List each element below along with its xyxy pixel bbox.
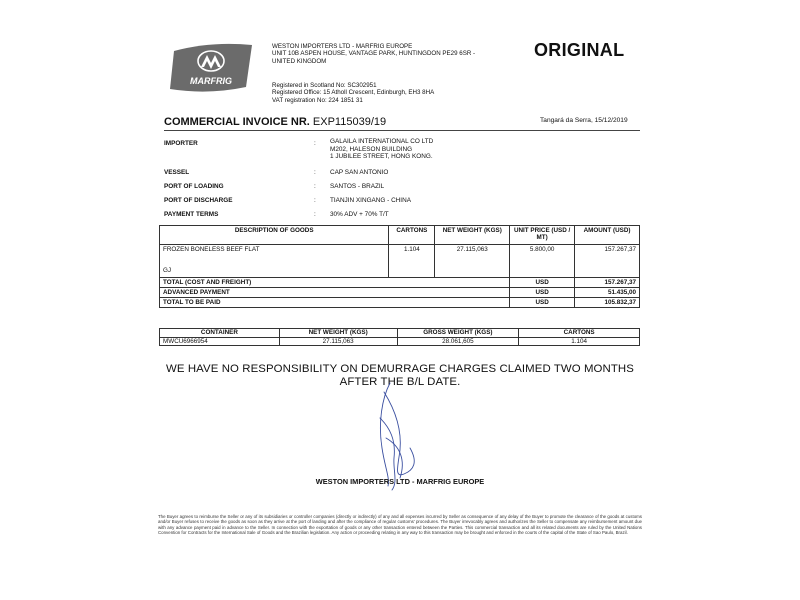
invoice-place-date: Tangará da Serra, 15/12/2019 [540,117,628,124]
total-row [160,278,640,288]
table-row [160,245,640,278]
advanced-payment-row [160,288,640,298]
port-of-discharge-value: TIANJIN XINGANG - CHINA [330,197,411,204]
item-description-cell [160,245,389,278]
header-cartons: CARTONS [519,329,640,338]
handwritten-signature [360,378,430,493]
total-currency: USD [510,278,575,288]
demurrage-notice: WE HAVE NO RESPONSIBILITY ON DEMURRAGE CHARGES CLAIMED TWO MONTHS AFTER THE B/L DATE. [166,363,634,388]
header-gross-weight: GROSS WEIGHT (KGS) [397,329,519,338]
registration-line: Registered Office: 15 Atholl Crescent, Edinburgh, EH3 8HA [272,89,435,97]
advanced-payment-amount: 51.435,00 [575,288,640,298]
port-of-loading-label: PORT OF LOADING [164,183,224,190]
total-amount: 157.267,37 [575,278,640,288]
container-table [159,328,640,346]
header-description: DESCRIPTION OF GOODS [160,226,389,245]
item-sub: GJ [163,267,172,274]
colon: : [314,197,316,204]
total-to-be-paid-label: TOTAL TO BE PAID [160,298,510,308]
colon: : [314,140,316,147]
payment-terms-value: 30% ADV + 70% T/T [330,211,389,218]
advanced-payment-currency: USD [510,288,575,298]
header-amount: AMOUNT (USD) [575,226,640,245]
svg-text:MARFRIG: MARFRIG [190,76,232,86]
colon: : [314,169,316,176]
payment-terms-label: PAYMENT TERMS [164,211,219,218]
invoice-title [164,116,386,128]
header-container: CONTAINER [160,329,280,338]
importer-line: 1 JUBILEE STREET, HONG KONG. [330,153,433,161]
marfrig-logo [166,41,256,95]
importer-label: IMPORTER [164,140,198,147]
vessel-label: VESSEL [164,169,190,176]
container-id: MWCU6966954 [160,337,280,346]
company-address-line: UNIT 10B ASPEN HOUSE, VANTAGE PARK, HUNTINGDON PE29 6SR - [272,50,476,58]
legal-footer: The Buyer agrees to reimburse the Seller or any of its subsidiaries or controller companies (directly or indirectly) of any and all expenses incurred by Seller as consequence of any delay of the Buyer to promote the clearance of the goods at customs and/or Buyer refuses to receive the goods as soon as they arrive at the port of landing and after the compliance of regular customs' procedures. The Buyer irrevocably agrees and authorizes the Seller to compensate any reimbursement amount due with any advance payment paid in advance to the Seller. In connection with the exportation of goods or any other transaction entered between the Parties. This commercial transaction and all its related documents are ruled by the United Nations Convention for Contracts for the International Sale of Goods and the Brazilian legislation. Any action or proceeding relating in any way to this transaction may be brought and enforced in the courts of the capital of the State of Sao Paulo, Brazil. [158,514,642,536]
original-stamp: ORIGINAL [534,40,625,60]
total-to-be-paid-row [160,298,640,308]
total-label: TOTAL (COST AND FREIGHT) [160,278,510,288]
company-address-line: UNITED KINGDOM [272,57,327,65]
importer-value [330,138,433,161]
company-registration [272,82,512,104]
goods-table [159,225,640,308]
invoice-number: EXP115039/19 [312,116,387,128]
container-cartons: 1.104 [519,337,640,346]
company-name: WESTON IMPORTERS LTD - MARFRIG EUROPE [272,43,413,50]
vessel-value: CAP SAN ANTONIO [330,169,389,176]
header-unit-price: UNIT PRICE (USD / MT) [510,226,575,245]
invoice-title-label: COMMERCIAL INVOICE NR. [164,116,310,128]
goods-header-row [160,226,640,245]
importer-line: GALAILA INTERNATIONAL CO LTD [330,138,434,145]
header-net-weight: NET WEIGHT (KGS) [279,329,397,338]
item-description: FROZEN BONELESS BEEF FLAT [163,246,260,253]
container-net-weight: 27.115,063 [279,337,397,346]
item-net-weight: 27.115,063 [435,245,510,278]
title-divider [164,130,640,131]
port-of-discharge-label: PORT OF DISCHARGE [164,197,233,204]
port-of-loading-value: SANTOS - BRAZIL [330,183,385,190]
item-unit-price: 5.800,00 [510,245,575,278]
header-net-weight: NET WEIGHT (KGS) [435,226,510,245]
colon: : [314,211,316,218]
signer-name: WESTON IMPORTERS LTD - MARFRIG EUROPE [315,477,485,486]
total-to-be-paid-currency: USD [510,298,575,308]
advanced-payment-label: ADVANCED PAYMENT [160,288,510,298]
item-cartons: 1.104 [389,245,435,278]
registration-line: VAT registration No: 224 1851 31 [272,96,363,104]
colon: : [314,183,316,190]
total-to-be-paid-amount: 105.832,37 [575,298,640,308]
registration-line: Registered in Scotland No: SC302951 [272,82,377,89]
table-row [160,337,640,346]
item-amount: 157.267,37 [575,245,640,278]
container-header-row [160,329,640,338]
container-gross-weight: 28.061,605 [397,337,519,346]
header-cartons: CARTONS [389,226,435,245]
importer-line: M202, HALESON BUILDING [330,145,413,153]
company-address [272,43,512,65]
